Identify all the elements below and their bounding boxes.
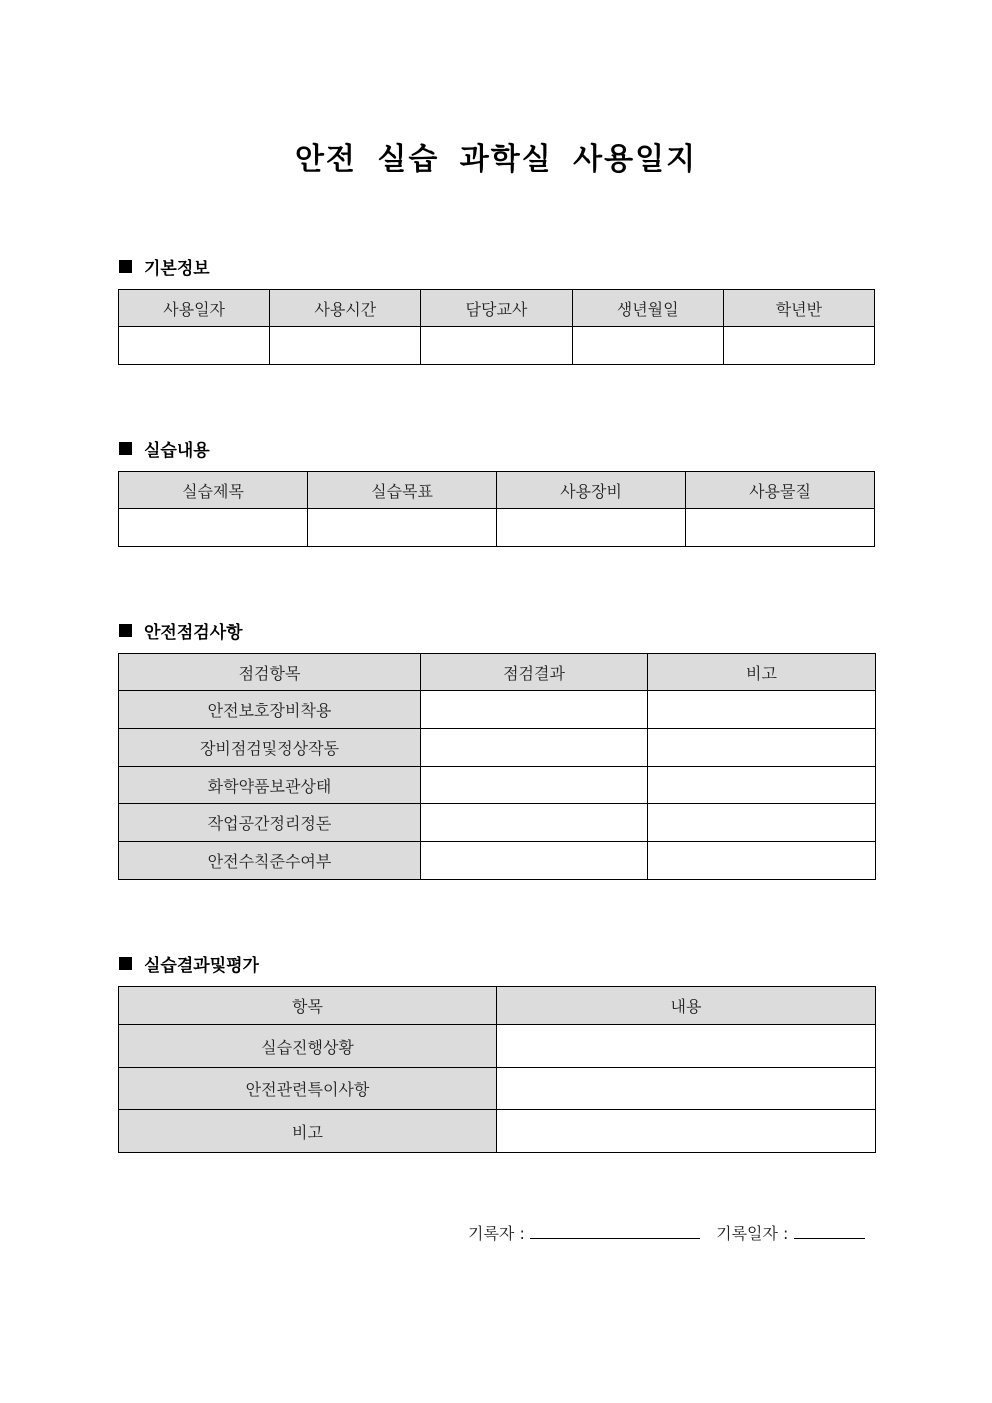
check-item-label: 화학약품보관상태 xyxy=(119,767,421,804)
check-item-label: 안전보호장비착용 xyxy=(119,691,421,729)
section-title: 실습결과및평가 xyxy=(144,956,259,976)
section-heading-result-eval xyxy=(119,951,259,976)
eval-content-cell[interactable] xyxy=(497,1068,876,1110)
table-row xyxy=(119,729,876,767)
black-square-icon xyxy=(119,442,132,455)
black-square-icon xyxy=(119,624,132,637)
check-note-cell[interactable] xyxy=(648,691,876,729)
section-title: 안전점검사항 xyxy=(144,623,243,643)
usage-time-cell[interactable] xyxy=(270,327,421,365)
check-note-cell[interactable] xyxy=(648,842,876,880)
check-note-cell[interactable] xyxy=(648,804,876,842)
table-row xyxy=(119,691,876,729)
black-square-icon xyxy=(119,957,132,970)
section-heading-practice-content xyxy=(119,436,210,461)
black-square-icon xyxy=(119,260,132,273)
check-result-cell[interactable] xyxy=(421,691,648,729)
birthdate-cell[interactable] xyxy=(572,327,723,365)
eval-item-label: 안전관련특이사항 xyxy=(119,1068,497,1110)
column-header: 학년반 xyxy=(723,290,874,327)
basic-info-table xyxy=(118,289,875,365)
column-header: 담당교사 xyxy=(421,290,572,327)
column-header: 사용장비 xyxy=(497,472,686,509)
column-header: 항목 xyxy=(119,987,497,1025)
table-row xyxy=(119,1025,876,1068)
record-date-blank[interactable] xyxy=(794,1224,865,1239)
eval-item-label: 비고 xyxy=(119,1110,497,1153)
signature-line xyxy=(468,1221,865,1244)
check-note-cell[interactable] xyxy=(648,767,876,804)
check-result-cell[interactable] xyxy=(421,729,648,767)
teacher-cell[interactable] xyxy=(421,327,572,365)
table-row xyxy=(119,1110,876,1153)
column-header: 사용시간 xyxy=(270,290,421,327)
column-header: 사용물질 xyxy=(686,472,875,509)
column-header: 실습목표 xyxy=(308,472,497,509)
practice-goal-cell[interactable] xyxy=(308,509,497,547)
column-header: 실습제목 xyxy=(119,472,308,509)
practice-content-table xyxy=(118,471,875,547)
table-row xyxy=(119,842,876,880)
check-result-cell[interactable] xyxy=(421,767,648,804)
section-title: 실습내용 xyxy=(144,441,210,461)
equipment-cell[interactable] xyxy=(497,509,686,547)
eval-content-cell[interactable] xyxy=(497,1110,876,1153)
usage-date-cell[interactable] xyxy=(119,327,270,365)
grade-class-cell[interactable] xyxy=(723,327,874,365)
section-heading-safety-check xyxy=(119,618,243,643)
column-header: 비고 xyxy=(648,654,876,691)
check-result-cell[interactable] xyxy=(421,842,648,880)
check-item-label: 작업공간정리정돈 xyxy=(119,804,421,842)
column-header: 사용일자 xyxy=(119,290,270,327)
result-eval-table xyxy=(118,986,876,1153)
materials-cell[interactable] xyxy=(686,509,875,547)
column-header: 점검결과 xyxy=(421,654,648,691)
practice-title-cell[interactable] xyxy=(119,509,308,547)
table-row xyxy=(119,1068,876,1110)
record-date-label: 기록일자 : xyxy=(716,1224,789,1243)
recorder-blank[interactable] xyxy=(530,1224,700,1239)
page-title: 안전 실습 과학실 사용일지 xyxy=(294,142,698,177)
column-header: 점검항목 xyxy=(119,654,421,691)
section-heading-basic-info xyxy=(119,254,210,279)
check-note-cell[interactable] xyxy=(648,729,876,767)
column-header: 생년월일 xyxy=(572,290,723,327)
table-row xyxy=(119,767,876,804)
column-header: 내용 xyxy=(497,987,876,1025)
recorder-label: 기록자 : xyxy=(468,1224,525,1243)
section-title: 기본정보 xyxy=(144,259,210,279)
check-result-cell[interactable] xyxy=(421,804,648,842)
safety-check-table xyxy=(118,653,876,880)
table-row xyxy=(119,804,876,842)
eval-content-cell[interactable] xyxy=(497,1025,876,1068)
check-item-label: 장비점검및정상작동 xyxy=(119,729,421,767)
eval-item-label: 실습진행상황 xyxy=(119,1025,497,1068)
check-item-label: 안전수칙준수여부 xyxy=(119,842,421,880)
